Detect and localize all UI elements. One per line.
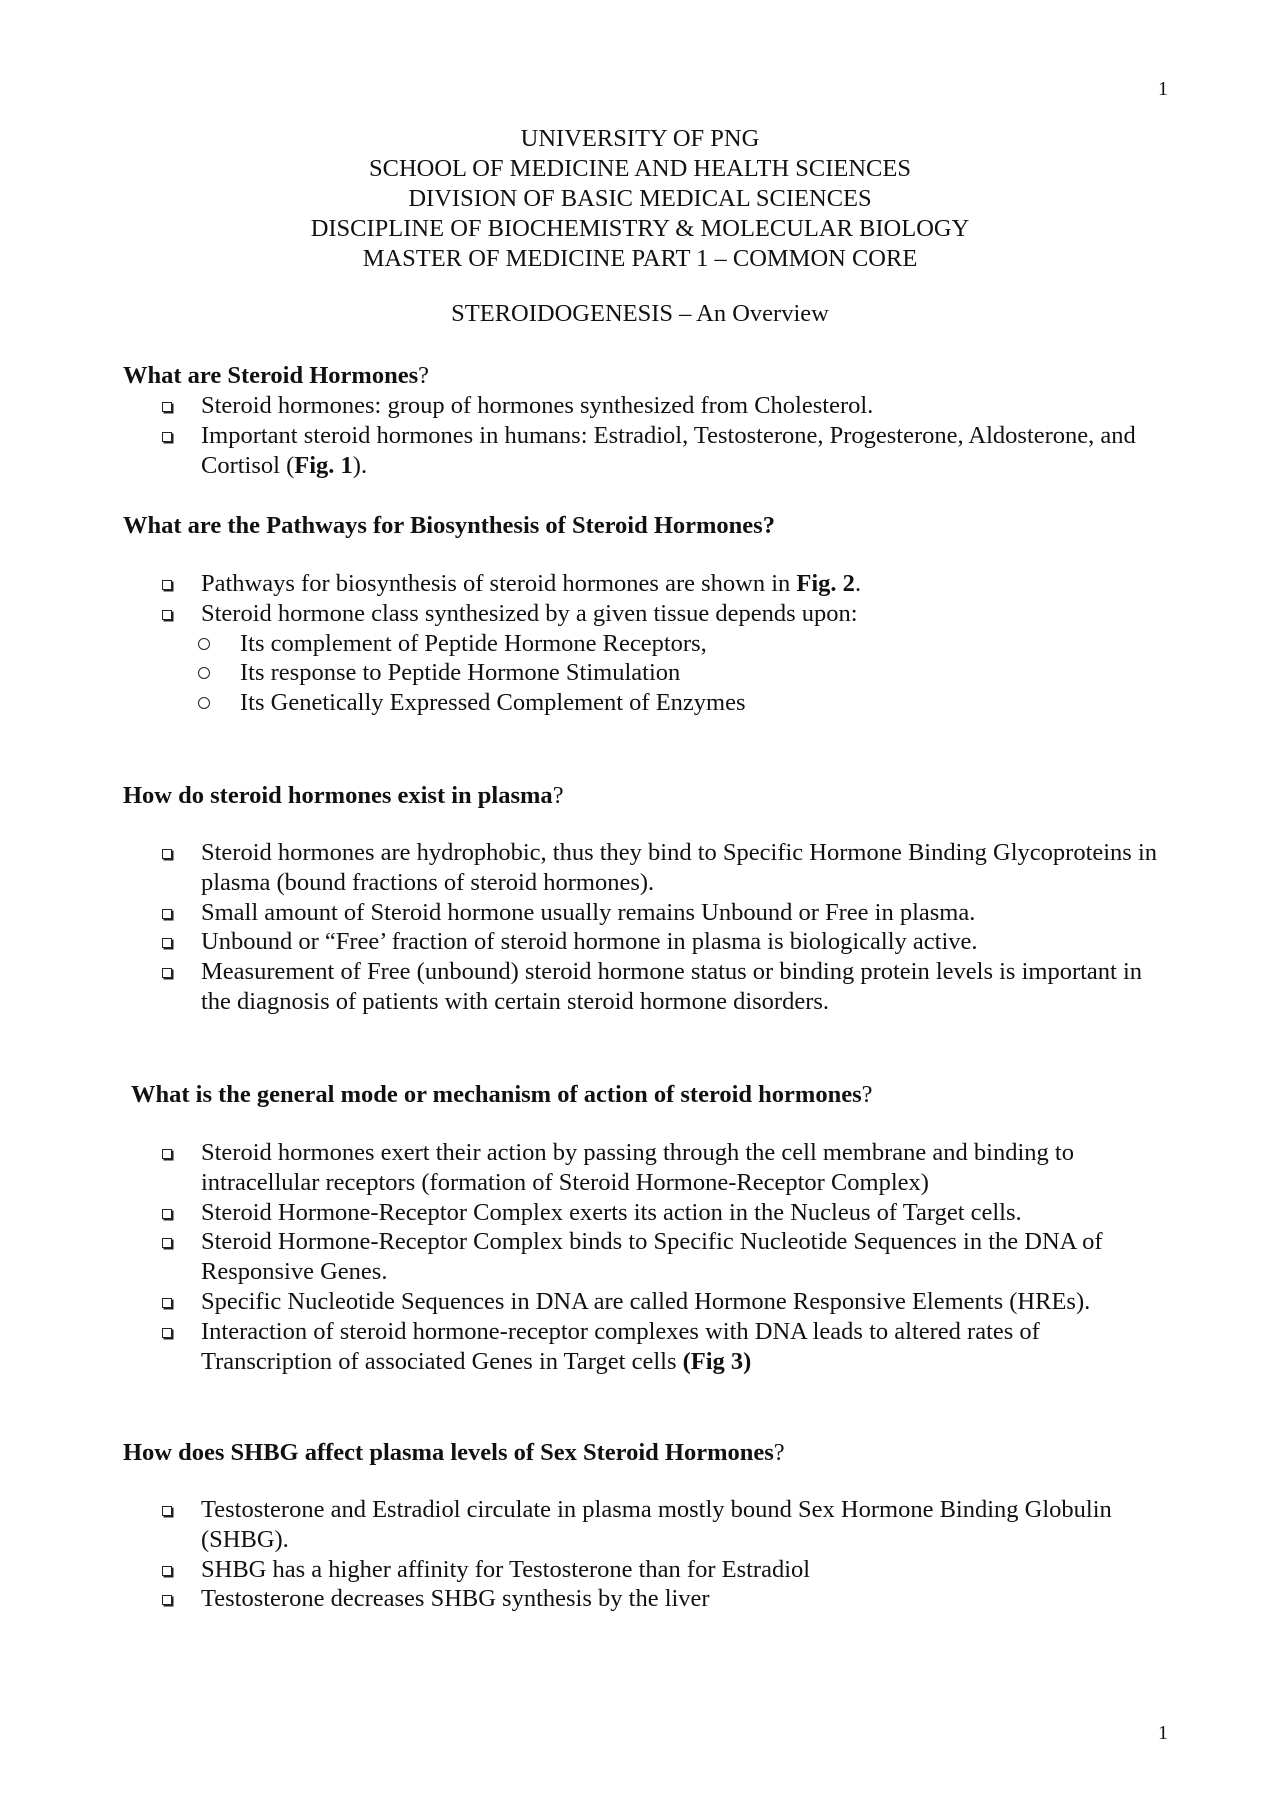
list-item: Steroid hormones exert their action by passing through the cell membrane and binding to intracellular receptors (formation of Steroid Hormone-Receptor Complex) bbox=[162, 1138, 1172, 1198]
checkbox-bullet-icon bbox=[162, 402, 172, 412]
list-item: Steroid Hormone-Receptor Complex binds to Specific Nucleotide Sequences in the DNA of Responsive Genes. bbox=[162, 1227, 1172, 1287]
section-heading-plasma: How do steroid hormones exist in plasma? bbox=[123, 782, 564, 809]
header-discipline: DISCIPLINE OF BIOCHEMISTRY & MOLECULAR BIOLOGY bbox=[310, 215, 970, 242]
sub-list-item: Its response to Peptide Hormone Stimulation bbox=[162, 658, 1172, 688]
document-header bbox=[0, 124, 1280, 274]
sub-list-item: Its complement of Peptide Hormone Receptors, bbox=[162, 629, 1172, 659]
header-course: MASTER OF MEDICINE PART 1 – COMMON CORE bbox=[362, 245, 918, 272]
list-item: Testosterone decreases SHBG synthesis by the liver bbox=[162, 1584, 1172, 1614]
sub-list-item: Its Genetically Expressed Complement of Enzymes bbox=[162, 688, 1172, 718]
list-item: Unbound or “Free’ fraction of steroid hormone in plasma is biologically active. bbox=[162, 927, 1172, 957]
checkbox-bullet-icon bbox=[162, 610, 172, 620]
checkbox-bullet-icon bbox=[162, 1238, 172, 1248]
header-division: DIVISION OF BASIC MEDICAL SCIENCES bbox=[408, 185, 872, 212]
section-heading-shbg: How does SHBG affect plasma levels of Sex Steroid Hormones? bbox=[123, 1439, 785, 1466]
checkbox-bullet-icon bbox=[162, 1298, 172, 1308]
checkbox-bullet-icon bbox=[162, 1149, 172, 1159]
checkbox-bullet-icon bbox=[162, 1328, 172, 1338]
checkbox-bullet-icon bbox=[162, 580, 172, 590]
checkbox-bullet-icon bbox=[162, 849, 172, 859]
circle-bullet-icon bbox=[198, 667, 210, 679]
list-item: SHBG has a higher affinity for Testosterone than for Estradiol bbox=[162, 1555, 1172, 1585]
list-item: Testosterone and Estradiol circulate in plasma mostly bound Sex Hormone Binding Globulin (SHBG). bbox=[162, 1495, 1172, 1555]
header-university: UNIVERSITY OF PNG bbox=[520, 125, 760, 152]
checkbox-bullet-icon bbox=[162, 1595, 172, 1605]
section-heading-mechanism: What is the general mode or mechanism of action of steroid hormones? bbox=[131, 1081, 873, 1108]
section-list-shbg bbox=[162, 1495, 1172, 1614]
checkbox-bullet-icon bbox=[162, 938, 172, 948]
list-item: Interaction of steroid hormone-receptor complexes with DNA leads to altered rates of Transcription of associated Genes in Target cells (Fig 3) bbox=[162, 1317, 1172, 1377]
section-heading-pathways: What are the Pathways for Biosynthesis of Steroid Hormones? bbox=[123, 512, 775, 539]
section-heading-steroid-hormones: What are Steroid Hormones? bbox=[123, 362, 429, 389]
checkbox-bullet-icon bbox=[162, 1566, 172, 1576]
checkbox-bullet-icon bbox=[162, 1209, 172, 1219]
section-list-steroid-hormones bbox=[162, 391, 1172, 480]
list-item: Pathways for biosynthesis of steroid hormones are shown in Fig. 2. bbox=[162, 569, 1172, 599]
checkbox-bullet-icon bbox=[162, 968, 172, 978]
list-item: Specific Nucleotide Sequences in DNA are called Hormone Responsive Elements (HREs). bbox=[162, 1287, 1172, 1317]
section-list-plasma bbox=[162, 838, 1172, 1017]
page-number-top: 1 bbox=[1158, 78, 1168, 100]
sub-list bbox=[162, 629, 1172, 718]
circle-bullet-icon bbox=[198, 697, 210, 709]
document-subtitle: STEROIDOGENESIS – An Overview bbox=[451, 300, 829, 327]
list-item: Measurement of Free (unbound) steroid hormone status or binding protein levels is important in the diagnosis of patients with certain steroid hormone disorders. bbox=[162, 957, 1172, 1017]
list-item: Steroid Hormone-Receptor Complex exerts its action in the Nucleus of Target cells. bbox=[162, 1198, 1172, 1228]
checkbox-bullet-icon bbox=[162, 909, 172, 919]
checkbox-bullet-icon bbox=[162, 1506, 172, 1516]
list-item: Steroid hormone class synthesized by a given tissue depends upon: Its complement of Peptide Hormone Receptors, Its response to Peptide Hormone Stimulation Its Genetically Expressed Complement of Enzymes bbox=[162, 599, 1172, 718]
page-number-bottom: 1 bbox=[1158, 1722, 1168, 1744]
section-list-mechanism bbox=[162, 1138, 1172, 1376]
list-item: Steroid hormones are hydrophobic, thus they bind to Specific Hormone Binding Glycoproteins in plasma (bound fractions of steroid hormones). bbox=[162, 838, 1172, 898]
list-item: Important steroid hormones in humans: Estradiol, Testosterone, Progesterone, Aldosterone, and Cortisol (Fig. 1). bbox=[162, 421, 1172, 481]
checkbox-bullet-icon bbox=[162, 432, 172, 442]
list-item: Steroid hormones: group of hormones synthesized from Cholesterol. bbox=[162, 391, 1172, 421]
header-school: SCHOOL OF MEDICINE AND HEALTH SCIENCES bbox=[369, 155, 911, 182]
list-item: Small amount of Steroid hormone usually remains Unbound or Free in plasma. bbox=[162, 898, 1172, 928]
section-list-pathways bbox=[162, 569, 1172, 718]
circle-bullet-icon bbox=[198, 638, 210, 650]
